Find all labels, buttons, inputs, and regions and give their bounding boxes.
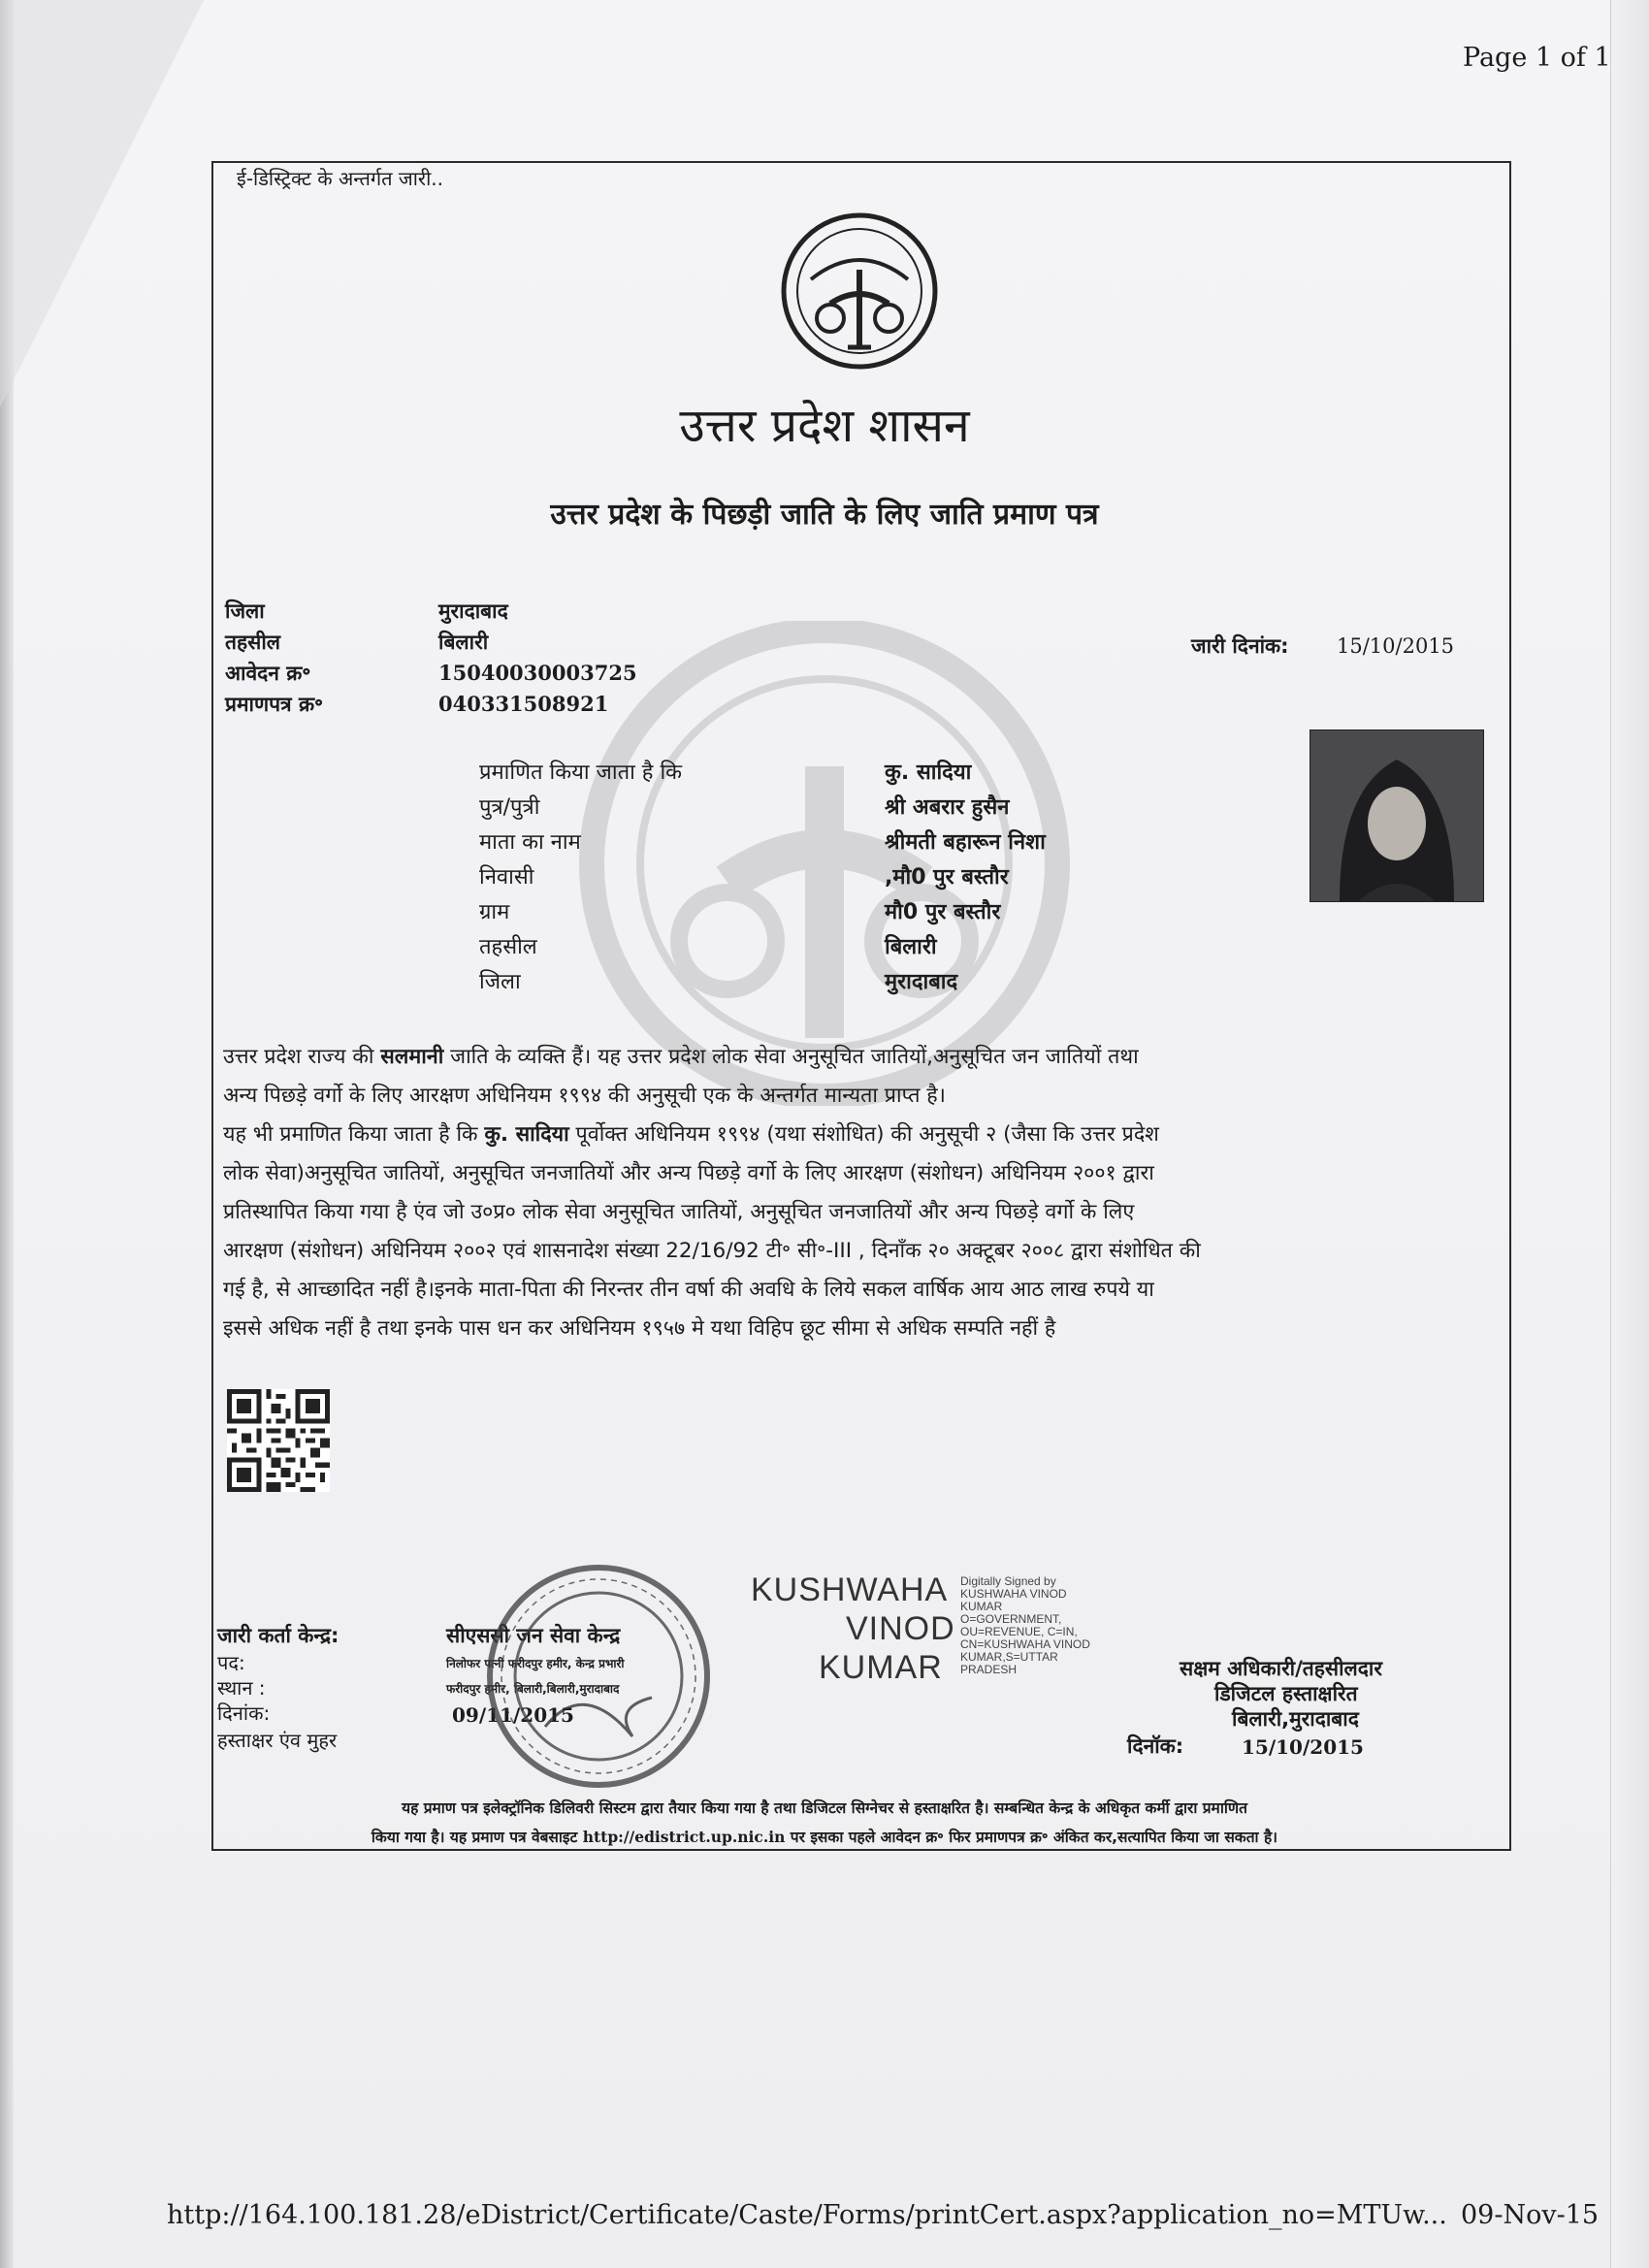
detail-value: श्री अबरार हुसैन <box>885 795 1010 820</box>
round-seal-stamp-icon <box>477 1562 720 1791</box>
caste-name: सलमानी <box>380 1045 444 1069</box>
signature-seal-label: हस्ताक्षर एंव मुहर <box>217 1729 338 1752</box>
issue-date-value: 15/10/2015 <box>1337 634 1455 658</box>
authority-title: सक्षम अधिकारी/तहसीलदार <box>1180 1657 1382 1680</box>
certificate-number-value: 040331508921 <box>438 692 609 716</box>
body-line: आरक्षण (संशोधन) अधिनियम २००२ एवं शासनादेश संख्या 22/16/92 टी॰ सी॰-III , दिनाँक २० अक्टूबर २००८ द्वारा संशोधित की <box>223 1239 1201 1263</box>
body-text: उत्तर प्रदेश राज्य की <box>223 1045 381 1069</box>
issue-date-label: जारी दिनांक: <box>1191 634 1289 658</box>
certificate-body <box>223 1042 1494 1362</box>
issuer-date-label: दिनांक: <box>217 1701 271 1725</box>
digital-signer-name: KUMAR <box>819 1649 943 1686</box>
detail-label: पुत्र/पुत्री <box>479 795 540 820</box>
body-line: गई है, से आच्छादित नहीं है।इनके माता-पिता की निरन्तर तीन वर्षा की अवधि के लिये सकल वार्षिक आय आठ लाख रुपये या <box>223 1278 1154 1302</box>
detail-value: श्रीमती बहारून निशा <box>885 830 1046 855</box>
digital-signature-details: Digitally Signed by KUSHWAHA VINOD KUMAR O=GOVERNMENT, OU=REVENUE, C=IN, CN=KUSHWAHA VINOD KUMAR,S=UTTAR PRADESH <box>960 1574 1090 1676</box>
footer-note: किया गया है। यह प्रमाण पत्र वेबसाइट http://edistrict.up.nic.in पर इसका पहले आवेदन क्र॰ फिर प्रमाणपत्र क्र॰ अंकित कर,सत्यापित किया जा सकता है। <box>371 1828 1278 1846</box>
body-line: इससे अधिक नहीं है तथा इनके पास धन कर अधिनियम १९५७ मे यथा विहिप छूट सीमा से अधिक सम्पति नहीं है <box>223 1316 1056 1341</box>
authority-date-value: 15/10/2015 <box>1242 1735 1364 1759</box>
detail-value: कु. सादिया <box>885 761 972 785</box>
footer-note: यह प्रमाण पत्र इलेक्ट्रॉनिक डिलिवरी सिस्टम द्वारा तैयार किया गया है तथा डिजिटल सिग्नेचर से हस्ताक्षरित है। सम्बन्धित केन्द्र के अधिकृत कर्मी द्वारा प्रमाणित <box>402 1799 1247 1817</box>
place-value: फरीदपुर हमीर, बिलारी,बिलारी,मुरादाबाद <box>446 1682 620 1696</box>
page-number: Page 1 of 1 <box>1463 43 1611 73</box>
detail-value: बिलारी <box>885 935 937 959</box>
certificate-number-label: प्रमाणपत्र क्र॰ <box>225 693 324 716</box>
post-value: निलोफर पत्नी फरीदपुर हमीर, केन्द्र प्रभारी <box>446 1657 625 1670</box>
verification-website-link[interactable]: http://edistrict.up.nic.in <box>582 1828 786 1846</box>
authority-digital-signed: डिजिटल हस्ताक्षरित <box>1214 1682 1358 1705</box>
tehsil-label: तहसील <box>225 631 280 654</box>
application-number-value: 15040030003725 <box>438 661 637 685</box>
detail-value: मौ0 पुर बस्तौर <box>885 900 1001 924</box>
body-text: पूर्वोक्त अधिनियम १९९४ (यथा संशोधित) की अनुसूची २ (जैसा कि उत्तर प्रदेश <box>568 1122 1159 1147</box>
up-govt-emblem-icon <box>772 211 947 372</box>
detail-label: तहसील <box>479 935 537 959</box>
district-label: जिला <box>225 599 265 623</box>
digital-signer-name: KUSHWAHA <box>751 1571 949 1608</box>
issued-under-note: ई-डिस्ट्रिक्ट के अन्तर्गत जारी.. <box>237 167 443 190</box>
post-label: पद: <box>217 1651 245 1674</box>
place-label: स्थान : <box>217 1676 266 1700</box>
print-url: http://164.100.181.28/eDistrict/Certificate/Caste/Forms/printCert.aspx?application_no=MTUw... <box>167 2200 1447 2230</box>
authority-location: बिलारी,मुरादाबाद <box>1232 1707 1359 1731</box>
body-line <box>223 1042 1139 1070</box>
applicant-photo <box>1310 729 1484 902</box>
folded-corner <box>0 0 204 407</box>
body-line <box>223 1119 1159 1148</box>
detail-label: माता का नाम <box>479 830 581 855</box>
print-date: 09-Nov-15 <box>1461 2200 1600 2230</box>
page-title: उत्तर प्रदेश शासन <box>679 399 970 453</box>
qr-code-icon <box>227 1389 330 1492</box>
tehsil-value: बिलारी <box>438 631 489 654</box>
emblem-watermark <box>543 621 1106 1106</box>
detail-label: ग्राम <box>479 900 510 924</box>
detail-label: निवासी <box>479 865 534 890</box>
authority-date-label: दिनॉक: <box>1127 1734 1184 1758</box>
application-number-label: आवेदन क्र॰ <box>225 662 311 685</box>
detail-label: प्रमाणित किया जाता है कि <box>479 761 683 785</box>
issuing-center-label: जारी कर्ता केन्द्र: <box>217 1624 340 1647</box>
body-line: अन्य पिछड़े वर्गो के लिए आरक्षण अधिनियम १९९४ की अनुसूची एक के अन्तर्गत मान्यता प्राप्त है। <box>223 1084 946 1108</box>
district-value: मुरादाबाद <box>438 599 508 623</box>
underlying-page-edge <box>1610 0 1649 2268</box>
detail-label: जिला <box>479 970 521 994</box>
detail-value: ,मौ0 पुर बस्तौर <box>885 865 1009 890</box>
body-line: लोक सेवा)अनुसूचित जातियों, अनुसूचित जनजातियों और अन्य पिछड़े वर्गो के लिए आरक्षण (संशोधन) अधिनियम २००१ द्वारा <box>223 1161 1154 1185</box>
body-text: जाति के व्यक्ति हैं। यह उत्तर प्रदेश लोक सेवा अनुसूचित जातियों,अनुसूचित जन जातियों तथा <box>443 1045 1139 1069</box>
digital-signer-name: VINOD <box>846 1610 955 1647</box>
detail-value: मुरादाबाद <box>885 970 958 994</box>
body-line: प्रतिस्थापित किया गया है एंव जो उ०प्र० लोक सेवा अनुसूचित जातियों, अनुसूचित जनजातियों और अन्य पिछड़े वर्गो के लिए <box>223 1200 1135 1224</box>
body-text: यह भी प्रमाणित किया जाता है कि <box>223 1122 485 1147</box>
issuing-center-value: सीएससी जन सेवा केन्द्र <box>446 1624 621 1647</box>
issuer-date-value: 09/11/2015 <box>452 1703 574 1727</box>
certificate-subtitle: उत्तर प्रदेश के पिछड़ी जाति के लिए जाति प्रमाण पत्र <box>550 498 1099 532</box>
applicant-name: कु. सादिया <box>484 1122 569 1147</box>
